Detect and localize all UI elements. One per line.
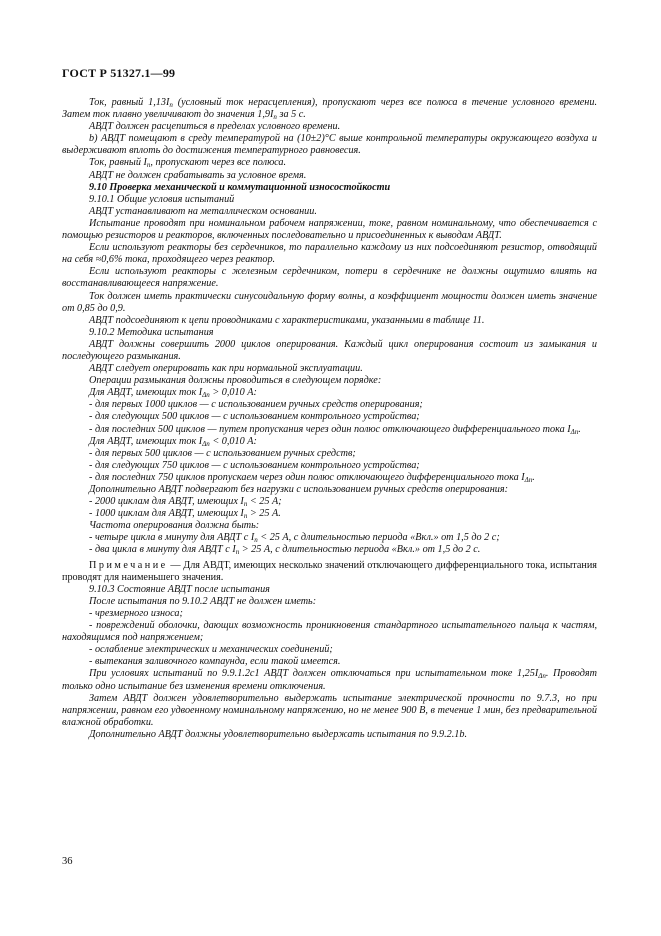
document-body	[62, 97, 597, 741]
page-number: 36	[62, 856, 73, 867]
paragraph: - для первых 1000 циклов — с использованием ручных средств оперирования;	[89, 399, 423, 411]
paragraph: Ток, равный $1,13I_n$ (условный ток нерасцепления), пропускают через все полюса в течение условного времени. Затем ток плавно увеличивают до значения $1,9I_n$ за 5 с.	[62, 97, 597, 122]
paragraph: - для следующих 750 циклов — с использованием контрольного устройства;	[89, 459, 420, 471]
paragraph: АВДТ следует оперировать как при нормальной эксплуатации.	[89, 363, 363, 375]
paragraph: При условиях испытаний по 9.9.1.2с1 АВДТ должен отключаться при испытательном токе $1,25I_{\Delta n}$. Проводят только одно испытание без изменения времени отключения.	[62, 668, 598, 692]
paragraph: - 1000 циклам для АВДТ, имеющих $I_n > 25$ А.	[89, 508, 281, 521]
paragraph: Операции размыкания должны проводиться в следующем порядке:	[89, 375, 382, 387]
paragraph: 9.10 Проверка механической и коммутационной износостойкости	[89, 181, 391, 193]
paragraph: Дополнительно АВДТ должны удовлетворительно выдержать испытания по 9.9.2.1b.	[89, 728, 468, 740]
paragraph: Испытание проводят при номинальном рабочем напряжении, токе, равном номинальному, что обеспечивается с помощью резисторов и реакторов, включенных последовательно и присоединенных к выводам АВДТ.	[62, 217, 597, 242]
paragraph: После испытания по 9.10.2 АВДТ не должен иметь:	[89, 595, 317, 607]
paragraph: Если используют реакторы без сердечников, то параллельно каждому из них подсоединяют резистор, отводящий на себя ≈0,6% тока, проходящего через реактор.	[62, 242, 597, 266]
paragraph: - для первых 500 циклов — с использованием ручных средств;	[89, 447, 356, 459]
note-paragraph: Примечание — Для АВДТ, имеющих несколько значений отключающего дифференциального тока, испытания проводят для наименьшего значения.	[62, 559, 597, 583]
paragraph: Для АВДТ, имеющих ток $I_{\Delta n} > 0,010$ А:	[89, 387, 257, 400]
paragraph: Ток должен иметь практически синусоидальную форму волны, а коэффициент мощности должен иметь значение от 0,85 до 0,9.	[62, 290, 597, 314]
paragraph: - для последних 750 циклов пропускаем через один полюс отключающего дифференциального тока $I_{\Delta n}$.	[89, 471, 535, 484]
paragraph: - повреждений оболочки, дающих возможность проникновения стандартного испытательного пальца к частям, находящимся под напряжением;	[62, 620, 597, 644]
paragraph: АВДТ устанавливают на металлическом основании.	[89, 205, 317, 217]
paragraph: - ослабление электрических и механических соединений;	[89, 644, 333, 656]
paragraph: - два цикла в минуту для АВДТ с $I_n > 25$ А, с длительностью периода «Вкл.» от 1,5 до 2 с.	[89, 544, 481, 557]
paragraph: 9.10.3 Состояние АВДТ после испытания	[89, 583, 270, 595]
paragraph: - вытекания заливочного компаунда, если такой имеется.	[89, 656, 341, 668]
paragraph: Частота оперирования должна быть:	[89, 520, 260, 532]
paragraph: - для следующих 500 циклов — с использованием контрольного устройства;	[89, 411, 420, 423]
paragraph: 9.10.1 Общие условия испытаний	[89, 193, 235, 205]
paragraph: - 2000 циклам для АВДТ, имеющих $I_n < 25$ А;	[89, 496, 282, 509]
paragraph: АВДТ подсоединяют к цепи проводниками с характеристиками, указанными в таблице 11.	[89, 314, 485, 326]
paragraph: АВДТ не должен срабатывать за условное время.	[89, 169, 307, 181]
paragraph: Если используют реакторы с железным сердечником, потери в сердечнике не должны ощутимо влиять на восстанавливающееся напряжение.	[62, 266, 597, 290]
paragraph: - для последних 500 циклов — путем пропускания через один полюс отключающего дифференциального тока $I_{\Delta n}$.	[89, 423, 581, 436]
paragraph: АВДТ должны совершить 2000 циклов оперирования. Каждый цикл оперирования состоит из замыкания и последующего размыкания.	[62, 338, 597, 362]
document-header: ГОСТ Р 51327.1—99	[62, 66, 176, 80]
paragraph: Дополнительно АВДТ подвергают без нагрузки с использованием ручных средств оперирования:	[89, 484, 508, 495]
paragraph: - чрезмерного износа;	[89, 607, 183, 619]
paragraph: Ток, равный $I_n$, пропускают через все полюса.	[89, 157, 287, 170]
paragraph: Затем АВДТ должен удовлетворительно выдержать испытание электрической прочности по 9.7.3, но при напряжении, равном его удвоенному номинальному напряжению, но не менее 900 В, в течение 1 мин, без предварительной влажной обработки.	[62, 692, 597, 728]
paragraph: - четыре цикла в минуту для АВДТ с $I_n < 25$ А, с длительностью периода «Вкл.» от 1,5 до 2 с;	[89, 532, 500, 545]
paragraph: b) АВДТ помещают в среду температурой на (10±2)°С выше контрольной температуры окружающего воздуха и выдерживают вплоть до достижения температурного равновесия.	[62, 133, 597, 157]
paragraph: 9.10.2 Методика испытания	[89, 326, 214, 338]
paragraph: АВДТ должен расцепиться в пределах условного времени.	[89, 121, 341, 133]
paragraph: Для АВДТ, имеющих ток $I_{\Delta n} < 0,010$ А:	[89, 435, 257, 448]
